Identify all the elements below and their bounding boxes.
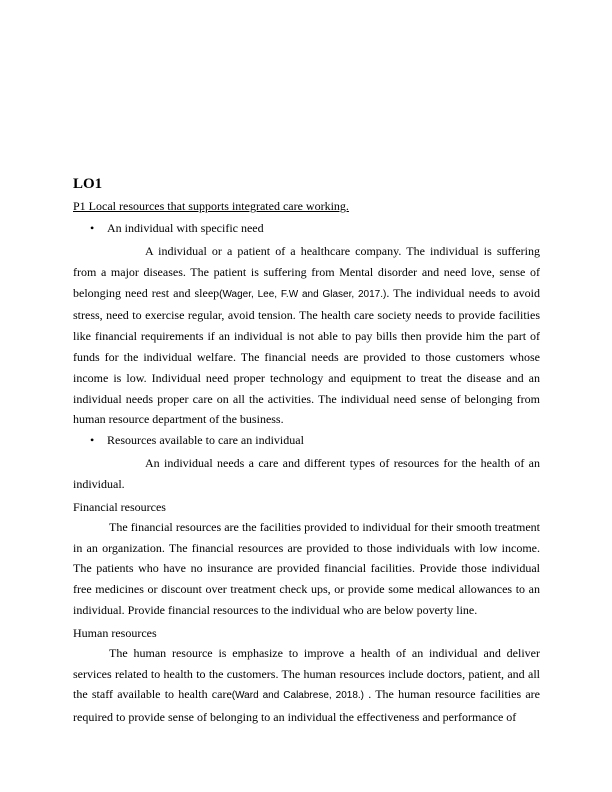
paragraph-individual-need [73,241,540,430]
bullet-text: Resources available to care an individual [107,433,304,448]
subheading-human-resources: Human resources [73,625,157,640]
paragraph-human-resources [73,643,540,728]
paragraph-text: . The human resource facilities are required to provide sense of belonging to an individual the effectiveness and performance of [73,687,541,725]
subheading-financial-resources: Financial resources [73,499,166,514]
citation-wager: (Wager, Lee, F.W and Glaser, 2017.) [219,288,387,300]
bullet-icon: • [90,433,95,448]
heading-lo1: LO1 [73,176,103,192]
document-body [73,174,540,730]
section-title-p1: P1 Local resources that supports integrated care working. [73,199,349,213]
paragraph-text: . The individual needs to avoid stress, need to exercise regular, avoid tension. The health care society needs to provide facilities like financial requirements if an individual is not able to pay bills then provide him the part of funds for the individual welfare. The financial needs are provided to those customers whose income is low. Individual need proper technology and equipment to treat the disease and an individual needs proper care on all the activities. The individual need sense of belonging from human resource department of the business. [73,285,540,427]
citation-ward: (Ward and Calabrese, 2018.) [231,690,365,702]
bullet-icon: • [90,221,95,235]
bullet-item-resources [73,432,540,449]
bullet-item-specific-need [73,220,540,237]
paragraph-resources-intro: An individual needs a care and different types of resources for the health of an individual. [73,456,540,491]
paragraph-text: The human resource is emphasize to improve a health of an individual and deliver services related to health to the customers. The human resources include doctors, patient, and all the staff available to health care [73,645,540,702]
paragraph-text: A individual or a patient of a healthcare company. The individual is suffering from a major diseases. The patient is suffering from Mental disorder and need love, sense of belonging need rest and sleep [73,244,540,300]
bullet-text: An individual with specific need [107,221,264,235]
paragraph-financial-resources: The financial resources are the facilities provided to individual for their smooth treatment in an organization. The financial resources are provided to those individuals with low income. The patients who have no insurance are provided financial facilities. Provide those individual free medicines or discount over treatment check ups, or provide some medical allowances to an individual. Provide financial resources to the individual who are below poverty line. [73,519,540,617]
